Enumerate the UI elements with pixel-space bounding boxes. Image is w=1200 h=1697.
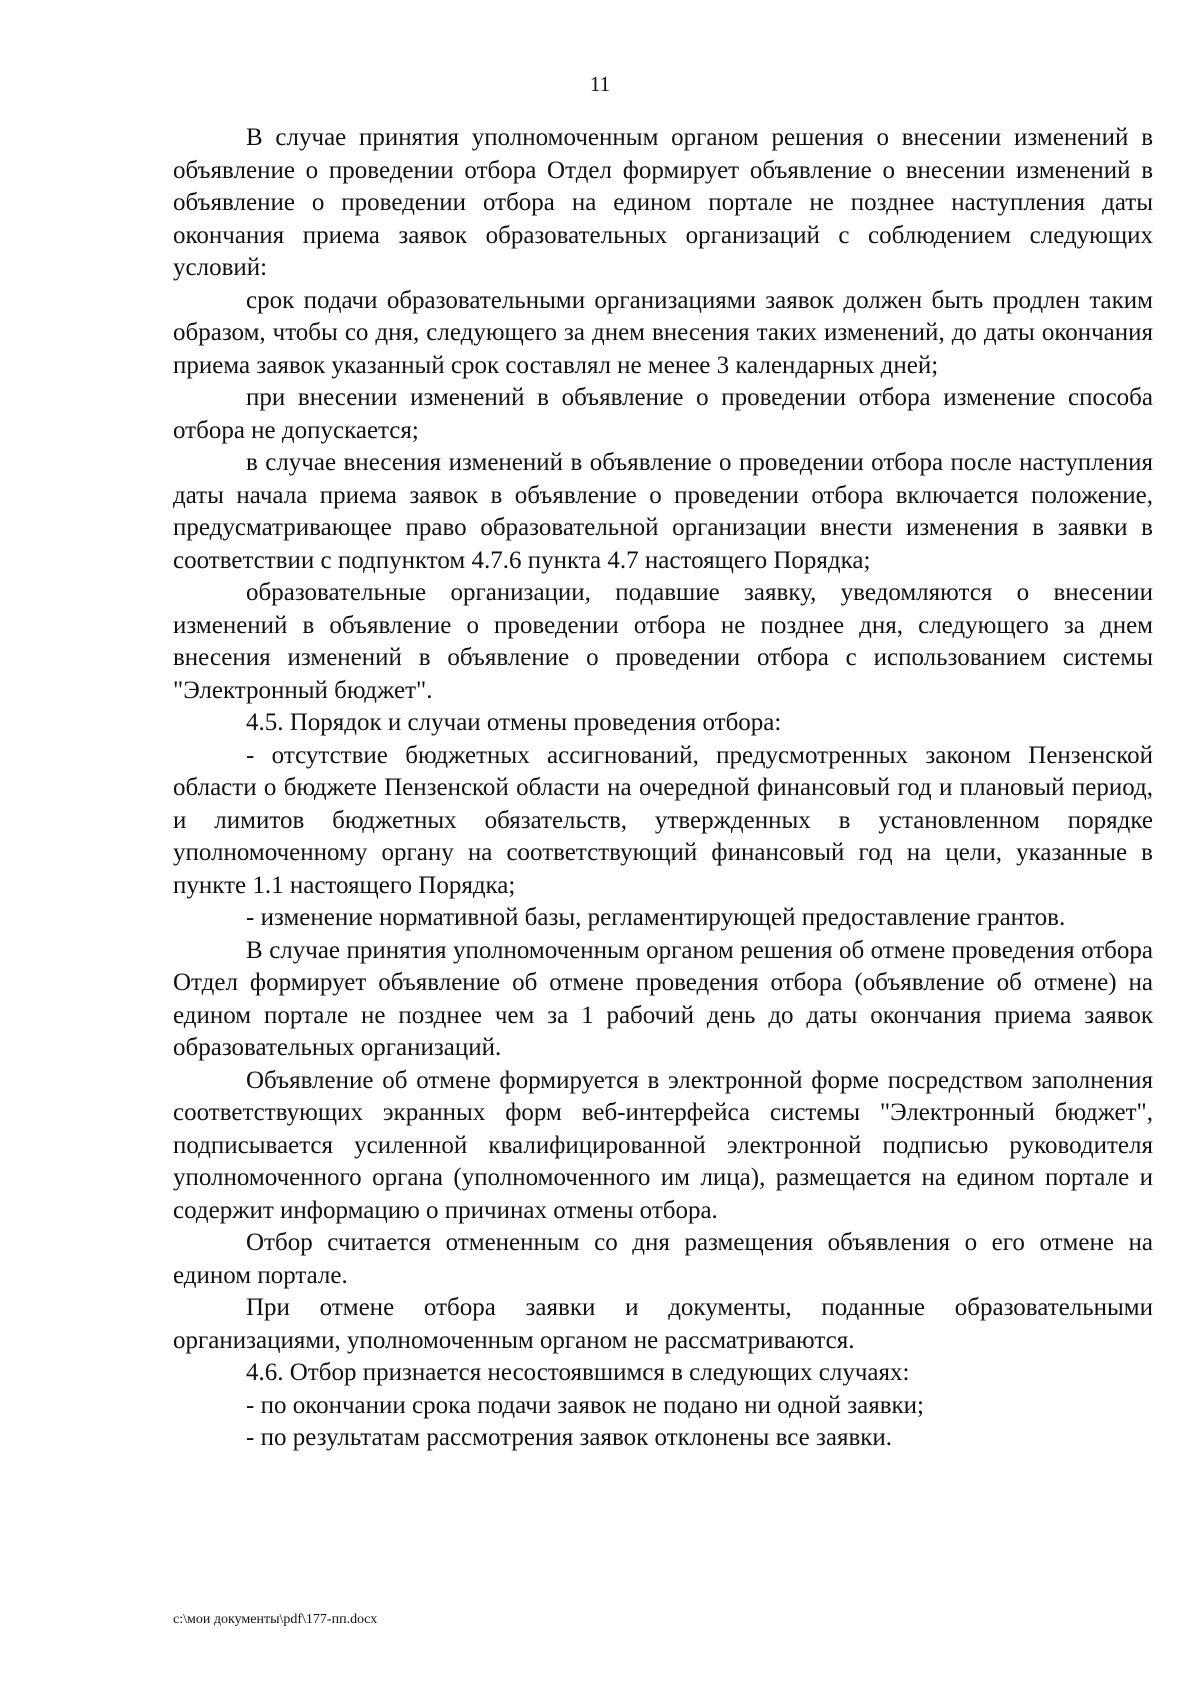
paragraph-deadline-extension: срок подачи образовательными организациями заявок должен быть продлен таким образом, чтобы со дня, следующего за днем внесения таких изменений, до даты окончания приема заявок указанный срок составлял не менее 3 календарных дней; (173, 286, 1153, 379)
paragraph-announcement-changes: В случае принятия уполномоченным органом решения о внесении изменений в объявление о проведении отбора Отдел формирует объявление о внесении изменений в объявление о проведении отбора на едином портале не позднее наступления даты окончания приема заявок образовательных организаций с соблюдением следующих условий: (173, 124, 1153, 281)
paragraph-all-rejected: - по результатам рассмотрения заявок отклонены все заявки. (246, 1424, 893, 1451)
section-4-5-heading: 4.5. Порядок и случаи отмены проведения отбора: (246, 709, 782, 736)
paragraph-regulation-change: - изменение нормативной базы, регламентирующей предоставление грантов. (246, 904, 1066, 931)
paragraph-cancelled-date: Отбор считается отмененным со дня размещения объявления о его отмене на едином портале. (173, 1229, 1153, 1289)
document-body (173, 122, 1153, 1455)
paragraph-changes-after-start: в случае внесения изменений в объявление о проведении отбора после наступления даты начала приема заявок в объявление о проведении отбора включается положение, предусматривающее право образовательной организации внести изменения в заявки в соответствии с подпунктом 4.7.6 пункта 4.7 настоящего Порядка; (173, 449, 1153, 574)
paragraph-applications-not-reviewed: При отмене отбора заявки и документы, поданные образовательными организациями, уполномоченным органом не рассматриваются. (173, 1294, 1153, 1354)
paragraph-selection-method: при внесении изменений в объявление о проведении отбора изменение способа отбора не допускается; (173, 384, 1153, 444)
section-4-6-heading: 4.6. Отбор признается несостоявшимся в следующих случаях: (246, 1359, 910, 1386)
paragraph-no-applications: - по окончании срока подачи заявок не подано ни одной заявки; (246, 1391, 924, 1419)
paragraph-no-budget: - отсутствие бюджетных ассигнований, предусмотренных законом Пензенской области о бюджете Пензенской области на очередной финансовый год и плановый период, и лимитов бюджетных обязательств, утвержденных в установленном порядке уполномоченному органу на соответствующий финансовый год на цели, указанные в пункте 1.1 настоящего Порядка; (173, 741, 1153, 899)
paragraph-notification: образовательные организации, подавшие заявку, уведомляются о внесении изменений в объявление о проведении отбора не позднее дня, следующего за днем внесения изменений в объявление о проведении отбора с использованием системы "Электронный бюджет". (173, 579, 1153, 704)
footer-file-path: c:\мои документы\pdf\177-пп.docx (173, 1612, 378, 1627)
paragraph-cancellation-form: Объявление об отмене формируется в электронной форме посредством заполнения соответствующих экранных форм веб-интерфейса системы "Электронный бюджет", подписывается усиленной квалифицированной электронной подписью руководителя уполномоченного органа (уполномоченного им лица), размещается на едином портале и содержит информацию о причинах отмены отбора. (173, 1066, 1153, 1224)
paragraph-cancellation-decision: В случае принятия уполномоченным органом решения об отмене проведения отбора Отдел формирует объявление об отмене проведения отбора (объявление об отмене) на едином портале не позднее чем за 1 рабочий день до даты окончания приема заявок образовательных организаций. (173, 936, 1153, 1061)
page-number: 11 (589, 72, 611, 96)
